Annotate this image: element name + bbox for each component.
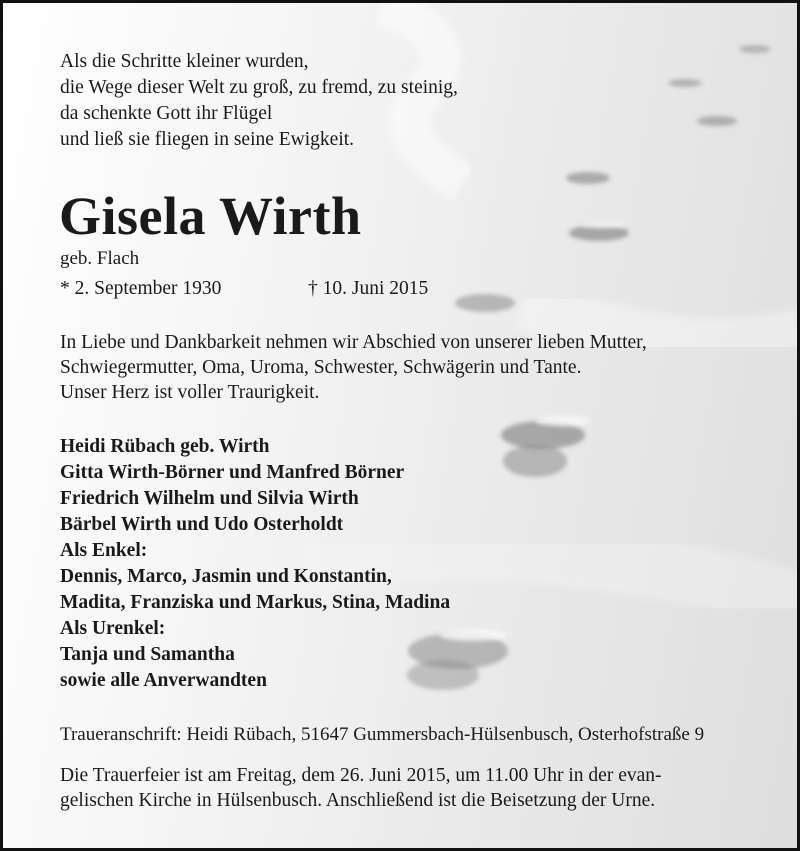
poem-line: die Wege dieser Welt zu groß, zu fremd, zu steinig,	[60, 77, 458, 98]
farewell-message	[60, 330, 647, 405]
funeral-service-info	[60, 763, 662, 813]
poem-line: und ließ sie fliegen in seine Ewigkeit.	[60, 129, 355, 150]
mourner-line: Tanja und Samantha	[60, 644, 235, 665]
mourner-line: Heidi Rübach geb. Wirth	[60, 436, 270, 457]
poem	[60, 49, 458, 153]
mourner-line: Madita, Franziska und Markus, Stina, Madina	[60, 592, 451, 613]
mourning-address: Traueranschrift: Heidi Rübach, 51647 Gummersbach-Hülsenbusch, Osterhofstraße 9	[60, 724, 705, 745]
mourner-line: Dennis, Marco, Jasmin und Konstantin,	[60, 566, 392, 587]
service-line: Die Trauerfeier ist am Freitag, dem 26. Juni 2015, um 11.00 Uhr in der evan-	[60, 765, 662, 786]
mourner-line: Bärbel Wirth und Udo Osterholdt	[60, 514, 344, 535]
maiden-name: geb. Flach	[60, 248, 140, 269]
service-line: gelischen Kirche in Hülsenbusch. Anschließend ist die Beisetzung der Urne.	[60, 790, 656, 811]
birth-date: * 2. September 1930	[60, 278, 222, 299]
mourner-line: Gitta Wirth-Börner und Manfred Börner	[60, 462, 405, 483]
message-line: Schwiegermutter, Oma, Uroma, Schwester, Schwägerin und Tante.	[60, 357, 582, 378]
deceased-name: Gisela Wirth	[59, 186, 362, 246]
mourners-list	[60, 434, 450, 694]
mourner-line: sowie alle Anverwandten	[60, 670, 267, 691]
message-line: In Liebe und Dankbarkeit nehmen wir Abschied von unserer lieben Mutter,	[60, 332, 647, 353]
mourner-line: Als Urenkel:	[60, 618, 166, 639]
message-line: Unser Herz ist voller Traurigkeit.	[60, 382, 320, 403]
death-date: † 10. Juni 2015	[308, 278, 429, 299]
mourner-line: Als Enkel:	[60, 540, 148, 561]
poem-line: Als die Schritte kleiner wurden,	[60, 51, 309, 72]
poem-line: da schenkte Gott ihr Flügel	[60, 103, 273, 124]
mourner-line: Friedrich Wilhelm und Silvia Wirth	[60, 488, 359, 509]
